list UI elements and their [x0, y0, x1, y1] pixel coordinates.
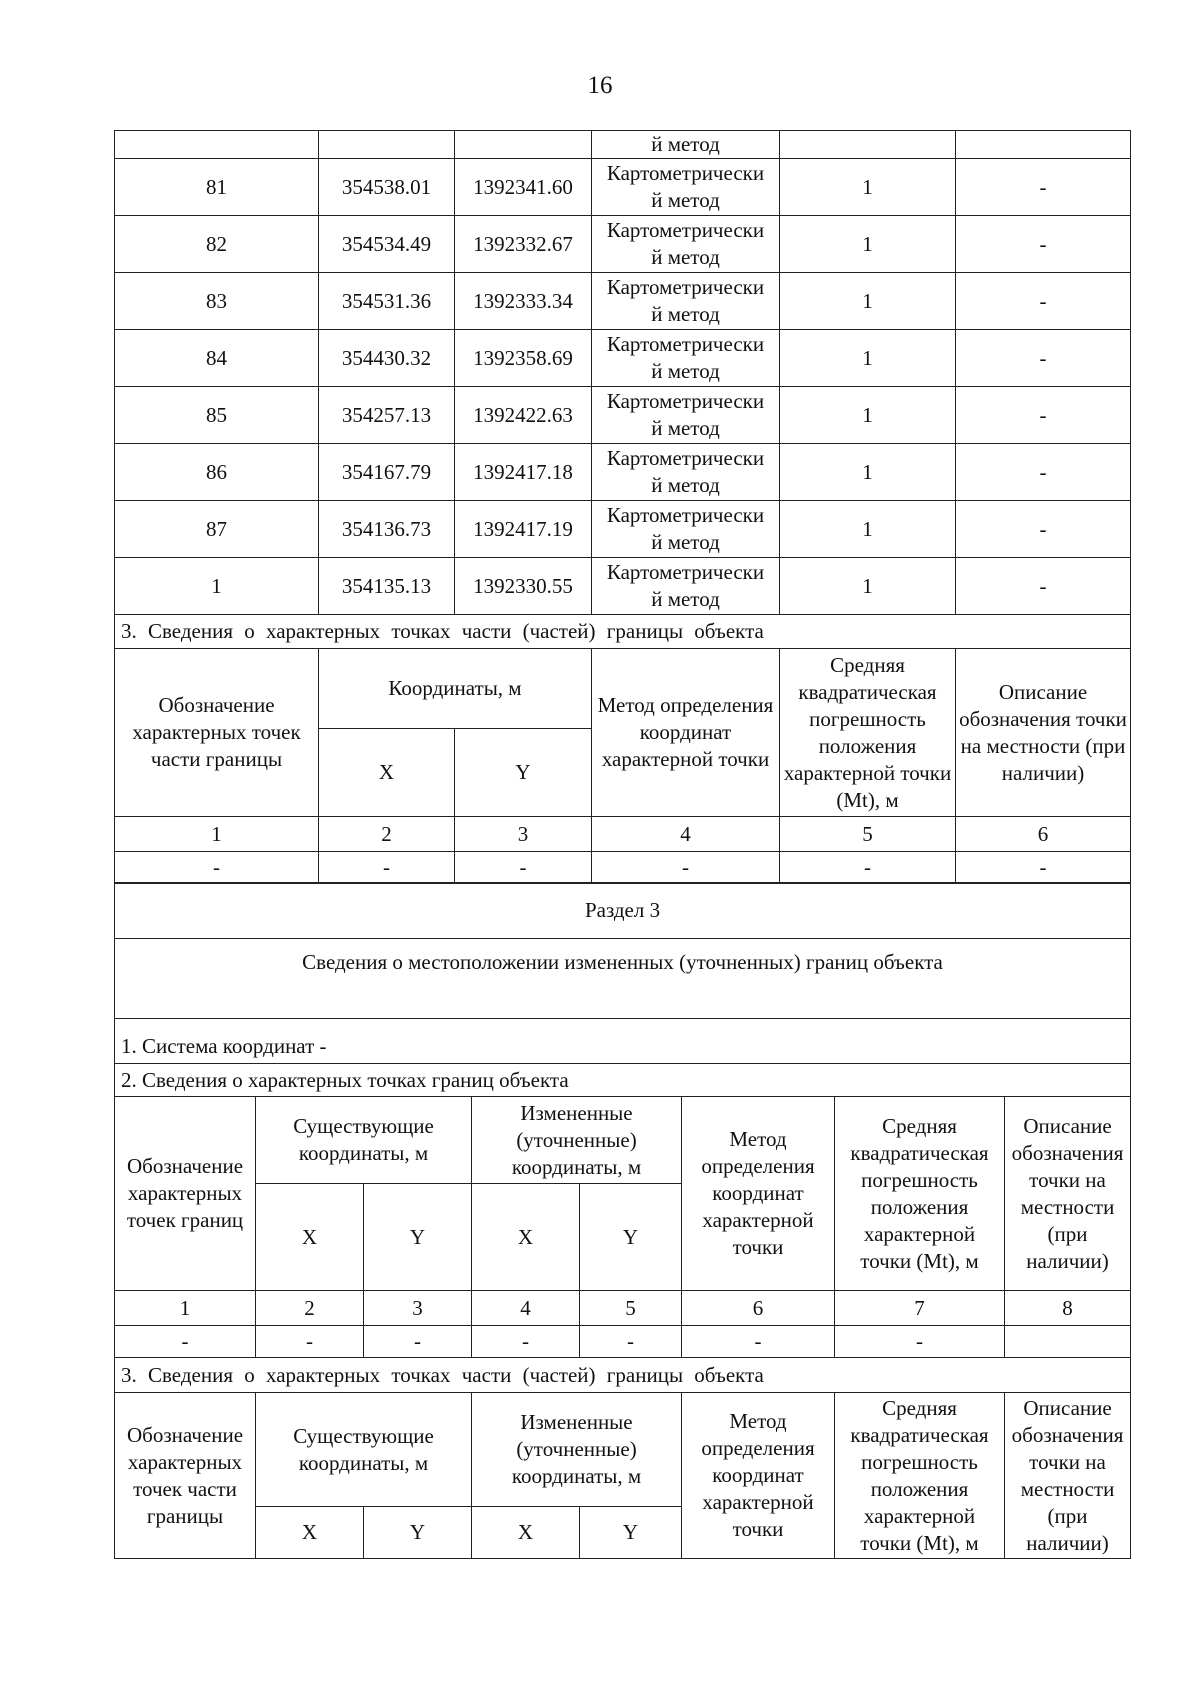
method-cell [592, 216, 780, 273]
x-coordinate-cell: 354135.13 [319, 558, 455, 615]
changed-coords-header: Измененные (уточненные) координаты, м [472, 1393, 682, 1507]
razdel-title: Раздел 3 [115, 883, 1131, 939]
y-header: Y [580, 1507, 682, 1559]
mt-cell: 1 [780, 330, 956, 387]
column-number-row [115, 817, 1131, 852]
description-cell: - [956, 273, 1131, 330]
empty-cell: - [472, 1326, 580, 1358]
y-coordinate-cell: 1392358.69 [455, 330, 592, 387]
column-number-row [115, 1291, 1131, 1326]
mt-cell: 1 [780, 558, 956, 615]
empty-cell: - [115, 1326, 256, 1358]
description-header: Описание обозначения точки на местности (при наличии) [956, 649, 1131, 817]
method-line: Картометрически [606, 389, 765, 413]
table-row [115, 444, 1131, 501]
column-number: 1 [115, 1291, 256, 1326]
column-number: 3 [364, 1291, 472, 1326]
mt-header: Средняя квадратическая погрешность положения характерной точки (Mt), м [780, 649, 956, 817]
point-id-cell: 85 [115, 387, 319, 444]
description-cell: - [956, 558, 1131, 615]
x-header: X [256, 1184, 364, 1291]
mt-cell: 1 [780, 273, 956, 330]
mt-cell: 1 [780, 216, 956, 273]
points-title-row [115, 1064, 1131, 1097]
method-cell [592, 159, 780, 216]
y-header: Y [580, 1184, 682, 1291]
x-coordinate-cell: 354538.01 [319, 159, 455, 216]
designation-header: Обозначение характерных точек границ [115, 1097, 256, 1291]
method-line: й метод [651, 245, 720, 269]
method-line: Картометрически [606, 560, 765, 584]
description-cell: - [956, 444, 1131, 501]
mt-cell: 1 [780, 444, 956, 501]
designation-header: Обозначение характерных точек части границы [115, 649, 319, 817]
method-line: Картометрически [606, 275, 765, 299]
point-id-cell: 1 [115, 558, 319, 615]
section3-title: 3. Сведения о характерных точках части (частей) границы объекта [115, 615, 1131, 649]
method-line: Картометрически [606, 446, 765, 470]
point-id-cell: 84 [115, 330, 319, 387]
description-cell: - [956, 159, 1131, 216]
empty-cell: - [780, 852, 956, 884]
x-coordinate-cell: 354531.36 [319, 273, 455, 330]
x-coordinate-cell: 354257.13 [319, 387, 455, 444]
point-id-cell: 86 [115, 444, 319, 501]
mt-cell: 1 [780, 387, 956, 444]
parts-header-row [115, 1393, 1131, 1507]
empty-cell: - [364, 1326, 472, 1358]
description-cell: - [956, 216, 1131, 273]
description-cell: - [956, 387, 1131, 444]
x-header: X [319, 729, 455, 817]
boundary-points-table [114, 130, 1131, 884]
column-number: 3 [455, 817, 592, 852]
y-header: Y [364, 1184, 472, 1291]
empty-cell: - [319, 852, 455, 884]
column-number: 6 [956, 817, 1131, 852]
column-number: 2 [256, 1291, 364, 1326]
parts-title-row [115, 1358, 1131, 1393]
method-line: й метод [651, 188, 720, 212]
mt-header: Средняя квадратическая погрешность положения характерной точки (Mt), м [835, 1393, 1005, 1559]
x-header: X [256, 1507, 364, 1559]
empty-data-row [115, 1326, 1131, 1358]
point-id-cell: 82 [115, 216, 319, 273]
x-header: X [472, 1507, 580, 1559]
description-header: Описание обозначения точки на местности (при наличии) [1005, 1393, 1131, 1559]
point-id-cell: 81 [115, 159, 319, 216]
method-line: й метод [651, 587, 720, 611]
method-header: Метод определения координат характерной точки [682, 1097, 835, 1291]
coordinates-header: Координаты, м [319, 649, 592, 729]
method-header: Метод определения координат характерной точки [592, 649, 780, 817]
mt-header: Средняя квадратическая погрешность положения характерной точки (Mt), м [835, 1097, 1005, 1291]
table-row [115, 273, 1131, 330]
method-line: й метод [651, 473, 720, 497]
column-number: 7 [835, 1291, 1005, 1326]
empty-cell: - [580, 1326, 682, 1358]
column-number: 8 [1005, 1291, 1131, 1326]
column-number: 1 [115, 817, 319, 852]
description-header: Описание обозначения точки на местности (при наличии) [1005, 1097, 1131, 1291]
empty-cell: - [835, 1326, 1005, 1358]
description-cell: - [956, 501, 1131, 558]
points-title: 2. Сведения о характерных точках границ объекта [115, 1064, 1131, 1097]
method-cell [592, 330, 780, 387]
column-number: 2 [319, 817, 455, 852]
method-line: й метод [651, 416, 720, 440]
header-row [115, 1097, 1131, 1184]
method-line: й метод [651, 530, 720, 554]
section-title-row [115, 615, 1131, 649]
empty-cell [1005, 1326, 1131, 1358]
empty-data-row [115, 852, 1131, 884]
x-coordinate-cell: 354136.73 [319, 501, 455, 558]
header-row [115, 649, 1131, 729]
method-cell [592, 501, 780, 558]
method-line: й метод [651, 302, 720, 326]
method-line: Картометрически [606, 161, 765, 185]
table-row [115, 558, 1131, 615]
section3-heading: Сведения о местоположении измененных (уточненных) границ объекта [115, 939, 1131, 1019]
point-id-cell: 83 [115, 273, 319, 330]
empty-cell: - [455, 852, 592, 884]
coordinate-system: 1. Система координат - [115, 1019, 1131, 1064]
y-coordinate-cell: 1392330.55 [455, 558, 592, 615]
x-coordinate-cell: 354534.49 [319, 216, 455, 273]
empty-cell: - [592, 852, 780, 884]
existing-coords-header: Существующие координаты, м [256, 1393, 472, 1507]
empty-cell: - [956, 852, 1131, 884]
empty-cell: - [256, 1326, 364, 1358]
continued-row [115, 131, 1131, 159]
table-row [115, 330, 1131, 387]
method-cell [592, 558, 780, 615]
y-coordinate-cell: 1392417.18 [455, 444, 592, 501]
page-number: 16 [587, 72, 613, 99]
point-id-cell: 87 [115, 501, 319, 558]
x-header: X [472, 1184, 580, 1291]
method-header: Метод определения координат характерной точки [682, 1393, 835, 1559]
existing-coords-header: Существующие координаты, м [256, 1097, 472, 1184]
method-cell: й метод [592, 131, 780, 159]
mt-cell: 1 [780, 501, 956, 558]
coord-system-row [115, 1019, 1131, 1064]
table-row [115, 387, 1131, 444]
method-cell [592, 444, 780, 501]
y-header: Y [364, 1507, 472, 1559]
method-line: Картометрически [606, 218, 765, 242]
razdel-row [115, 883, 1131, 939]
column-number: 6 [682, 1291, 835, 1326]
y-coordinate-cell: 1392333.34 [455, 273, 592, 330]
method-cell [592, 273, 780, 330]
column-number: 4 [472, 1291, 580, 1326]
column-number: 5 [780, 817, 956, 852]
y-coordinate-cell: 1392341.60 [455, 159, 592, 216]
description-cell: - [956, 330, 1131, 387]
changed-boundaries-table [114, 882, 1131, 1559]
empty-cell: - [682, 1326, 835, 1358]
designation-header: Обозначение характерных точек части границы [115, 1393, 256, 1559]
y-coordinate-cell: 1392332.67 [455, 216, 592, 273]
table-row [115, 159, 1131, 216]
table-row [115, 216, 1131, 273]
column-number: 5 [580, 1291, 682, 1326]
column-number: 4 [592, 817, 780, 852]
parts-title: 3. Сведения о характерных точках части (частей) границы объекта [115, 1358, 1131, 1393]
method-line: Картометрически [606, 332, 765, 356]
empty-cell: - [115, 852, 319, 884]
method-line: Картометрически [606, 503, 765, 527]
y-coordinate-cell: 1392422.63 [455, 387, 592, 444]
method-cell [592, 387, 780, 444]
mt-cell: 1 [780, 159, 956, 216]
x-coordinate-cell: 354167.79 [319, 444, 455, 501]
y-coordinate-cell: 1392417.19 [455, 501, 592, 558]
changed-coords-header: Измененные (уточненные) координаты, м [472, 1097, 682, 1184]
x-coordinate-cell: 354430.32 [319, 330, 455, 387]
method-line: й метод [651, 359, 720, 383]
y-header: Y [455, 729, 592, 817]
heading-row [115, 939, 1131, 1019]
table-row [115, 501, 1131, 558]
